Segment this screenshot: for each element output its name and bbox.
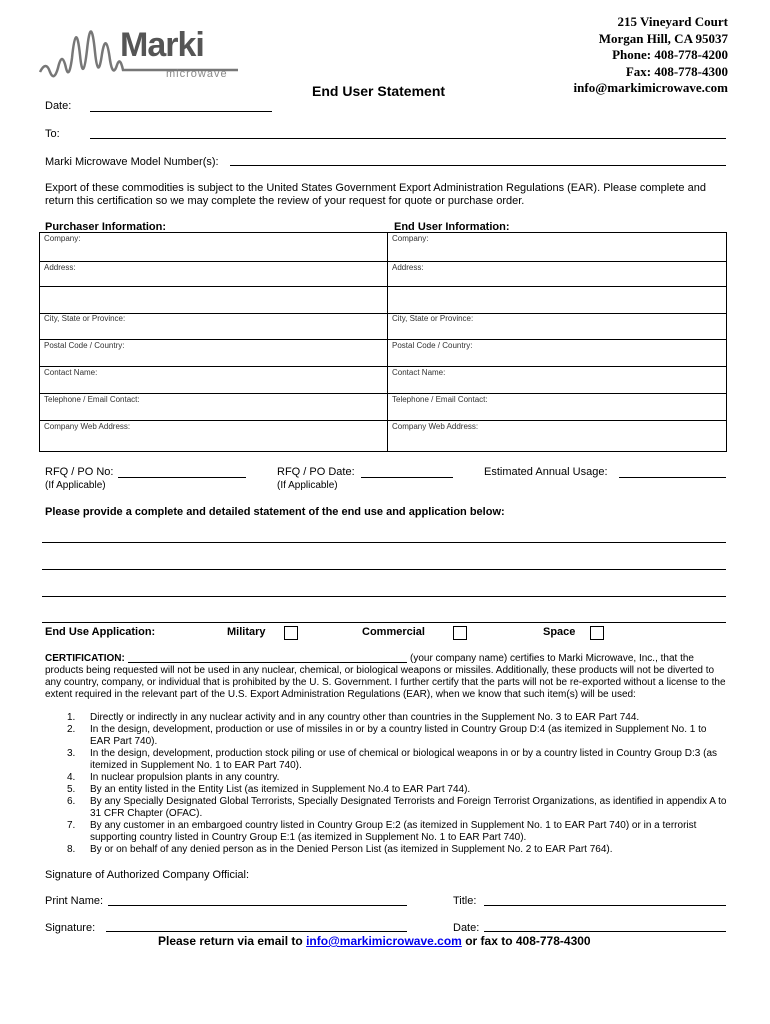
address-phone: Phone: 408-778-4200: [612, 47, 728, 62]
commercial-label: Commercial: [362, 626, 425, 638]
logo-subtext: microwave: [166, 68, 228, 80]
certification-list: [45, 712, 727, 856]
enduser-city-field[interactable]: City, State or Province:: [392, 314, 474, 323]
purchaser-address-field[interactable]: Address:: [44, 263, 76, 272]
item-number: 5.: [67, 784, 76, 795]
certification-item: [45, 796, 727, 820]
enduser-postal-field[interactable]: Postal Code / Country:: [392, 341, 473, 350]
certification-label: CERTIFICATION:: [45, 653, 125, 664]
certification-item: [45, 772, 727, 784]
enduser-header: End User Information:: [394, 221, 510, 233]
space-label: Space: [543, 626, 576, 638]
print-name-field[interactable]: [108, 905, 407, 906]
annual-usage-label: Estimated Annual Usage:: [484, 466, 608, 478]
print-name-label: Print Name:: [45, 895, 104, 907]
rfq-po-date-note: (If Applicable): [277, 480, 338, 491]
item-number: 8.: [67, 844, 76, 855]
certification-item: [45, 712, 727, 724]
certification-item: [45, 820, 727, 844]
purchaser-contact-field[interactable]: Contact Name:: [44, 368, 98, 377]
item-text: In nuclear propulsion plants in any country.: [90, 772, 280, 783]
purchaser-city-field[interactable]: City, State or Province:: [44, 314, 126, 323]
sign-date-field[interactable]: [484, 931, 726, 932]
purchaser-postal-field[interactable]: Postal Code / Country:: [44, 341, 125, 350]
to-field[interactable]: [90, 138, 726, 139]
address-email: info@markimicrowave.com: [573, 80, 728, 95]
rfq-po-no-note: (If Applicable): [45, 480, 106, 491]
enduser-address-field[interactable]: Address:: [392, 263, 424, 272]
annual-usage-field[interactable]: [619, 477, 726, 478]
enduser-contact-field[interactable]: Contact Name:: [392, 368, 446, 377]
space-checkbox[interactable]: [590, 626, 604, 640]
item-number: 6.: [67, 796, 76, 807]
certification-item: [45, 724, 727, 748]
date-label: Date:: [45, 100, 72, 112]
statement-line-1[interactable]: [42, 542, 726, 543]
enduser-telephone-field[interactable]: Telephone / Email Contact:: [392, 395, 488, 404]
item-text: In the design, development, production or use of missiles in or by a country listed in Country Group D:4 (as itemized in Supplement No. 1 to EAR Part 740).: [90, 724, 707, 747]
purchaser-header: Purchaser Information:: [45, 221, 167, 233]
statement-line-2[interactable]: [42, 569, 726, 570]
purchaser-telephone-field[interactable]: Telephone / Email Contact:: [44, 395, 140, 404]
info-table: [39, 232, 727, 452]
date-field[interactable]: [90, 111, 272, 112]
item-number: 1.: [67, 712, 76, 723]
certification-intro: (your company name) certifies to Marki Microwave, Inc., that the: [410, 653, 694, 664]
model-field[interactable]: [230, 165, 726, 166]
enduser-company-field[interactable]: Company:: [392, 234, 429, 243]
footer-suffix: or fax to 408-778-4300: [465, 934, 591, 948]
address-city: Morgan Hill, CA 95037: [598, 30, 728, 46]
item-number: 4.: [67, 772, 76, 783]
rfq-po-date-label: RFQ / PO Date:: [277, 466, 355, 478]
end-use-label: End Use Application:: [45, 626, 156, 638]
item-text: By any customer in an embargoed country listed in Country Group E:2 (as itemized in Supplement No. 1 to EAR Part 740) or in a terrorist supporting country listed in Country Group E:1 (as itemized in Supplement No. 1 to EAR Part 740).: [90, 820, 697, 843]
item-text: By or on behalf of any denied person as in the Denied Person List (as itemized in Supplement No. 2 to EAR Part 764).: [90, 844, 613, 855]
rfq-po-date-field[interactable]: [361, 477, 453, 478]
item-text: By an entity listed in the Entity List (as itemized in Supplement No.4 to EAR Part 744).: [90, 784, 471, 795]
company-name-field[interactable]: [128, 662, 407, 663]
address-street: 215 Vineyard Court: [617, 14, 728, 29]
purchaser-web-field[interactable]: Company Web Address:: [44, 422, 131, 431]
company-address: [574, 14, 728, 97]
signature-field[interactable]: [106, 931, 407, 932]
statement-prompt: Please provide a complete and detailed statement of the end use and application below:: [45, 506, 505, 518]
enduser-web-field[interactable]: Company Web Address:: [392, 422, 479, 431]
signature-heading: Signature of Authorized Company Official:: [45, 869, 250, 881]
marki-logo: [38, 10, 248, 90]
certification-item: [45, 748, 727, 772]
item-number: 3.: [67, 748, 76, 759]
title-label: Title:: [453, 895, 477, 907]
title-field[interactable]: [484, 905, 726, 906]
model-label: Marki Microwave Model Number(s):: [45, 156, 219, 168]
item-number: 2.: [67, 724, 76, 735]
statement-line-4[interactable]: [42, 622, 726, 623]
rfq-po-no-label: RFQ / PO No:: [45, 466, 114, 478]
item-number: 7.: [67, 820, 76, 831]
item-text: By any Specially Designated Global Terrorists, Specially Designated Terrorists and Foreign Terrorist Organizations, as identified in appendix A to 31 CFR Chapter (OFAC).: [90, 796, 727, 819]
item-text: In the design, development, production stock piling or use of chemical or biological weapons in or by a country listed in Country Group D:3 (as itemized in Supplement No. 1 to EAR Part 740).: [90, 748, 718, 771]
footer-prefix: Please return via email to: [158, 934, 303, 948]
logo-name: Marki: [120, 26, 204, 64]
commercial-checkbox[interactable]: [453, 626, 467, 640]
military-label: Military: [227, 626, 266, 638]
certification-item: [45, 784, 727, 796]
rfq-po-no-field[interactable]: [118, 477, 246, 478]
footer-email-link[interactable]: info@markimicrowave.com: [306, 934, 462, 948]
purchaser-company-field[interactable]: Company:: [44, 234, 81, 243]
statement-line-3[interactable]: [42, 596, 726, 597]
item-text: Directly or indirectly in any nuclear activity and in any country other than countries in the Supplement No. 3 to EAR Part 744.: [90, 712, 640, 723]
certification-body: products being requested will not be used in any nuclear, chemical, or biological weapons or missiles. Additionally, these products will not be diverted to any country, company, or individual that is prohibited by the U. S. Government. I further certify that the parts will not be re-exported without a license to the extent required in the relevant part of the U.S. Export Administration Regulations (EAR), when we know that such item(s) will be used:: [45, 665, 726, 700]
intro-text: Export of these commodities is subject to the United States Government Export Administration Regulations (EAR). Please complete and return this certification so we may complete the review of your request for quote or purchase order.: [45, 182, 706, 207]
to-label: To:: [45, 128, 60, 140]
address-fax: Fax: 408-778-4300: [625, 63, 728, 79]
military-checkbox[interactable]: [284, 626, 298, 640]
footer-instructions: [158, 934, 591, 948]
certification-item: [45, 844, 727, 856]
page-title: End User Statement: [312, 83, 446, 99]
sign-date-label: Date:: [453, 922, 480, 934]
signature-label: Signature:: [45, 922, 96, 934]
